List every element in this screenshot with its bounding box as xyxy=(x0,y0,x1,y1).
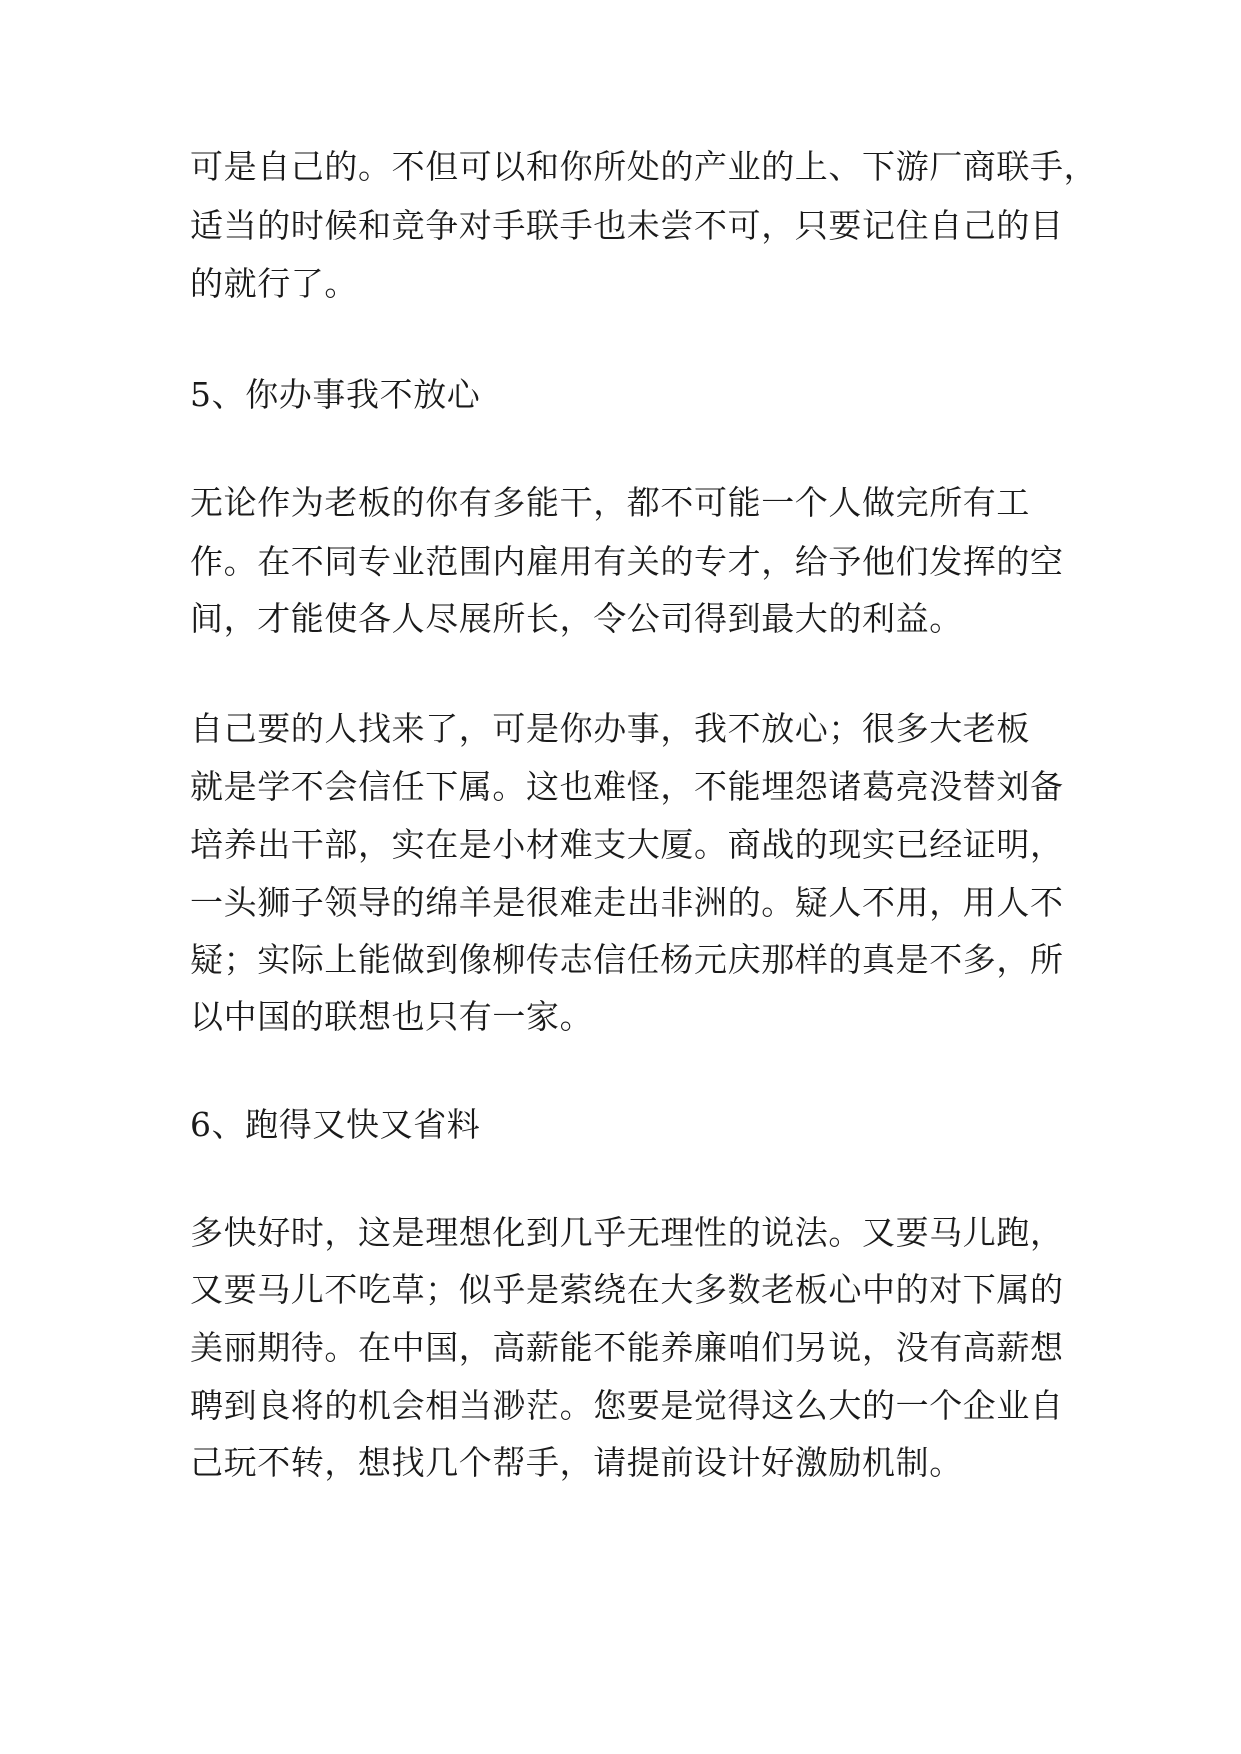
paragraph-line: 自己要的人找来了，可是你办事，我不放心；很多大老板 xyxy=(190,709,1030,748)
section-heading: 5、你办事我不放心 xyxy=(190,375,481,414)
paragraph-line: 己玩不转，想找几个帮手，请提前设计好激励机制。 xyxy=(190,1443,963,1482)
paragraph-line: 聘到良将的机会相当渺茫。您要是觉得这么大的一个企业自 xyxy=(190,1386,1064,1425)
paragraph-line: 又要马儿不吃草；似乎是萦绕在大多数老板心中的对下属的 xyxy=(190,1270,1064,1309)
paragraph-line: 美丽期待。在中国，高薪能不能养廉咱们另说，没有高薪想 xyxy=(190,1328,1064,1367)
paragraph-line: 的就行了。 xyxy=(190,264,358,303)
paragraph-line: 间，才能使各人尽展所长，令公司得到最大的利益。 xyxy=(190,599,963,638)
paragraph-line: 培养出干部，实在是小材难支大厦。商战的现实已经证明， xyxy=(190,825,1064,864)
paragraph-line: 以中国的联想也只有一家。 xyxy=(190,997,594,1036)
paragraph-line: 适当的时候和竞争对手联手也未尝不可，只要记住自己的目 xyxy=(190,206,1064,245)
section-heading: 6、跑得又快又省料 xyxy=(190,1105,481,1144)
paragraph-line: 可是自己的。不但可以和你所处的产业的上、下游厂商联手， xyxy=(190,147,1098,186)
paragraph-line: 无论作为老板的你有多能干，都不可能一个人做完所有工 xyxy=(190,483,1030,522)
paragraph-line: 多快好时，这是理想化到几乎无理性的说法。又要马儿跑， xyxy=(190,1213,1064,1252)
paragraph-line: 作。在不同专业范围内雇用有关的专才，给予他们发挥的空 xyxy=(190,542,1064,581)
paragraph-line: 就是学不会信任下属。这也难怪，不能埋怨诸葛亮没替刘备 xyxy=(190,767,1064,806)
paragraph-line: 疑；实际上能做到像柳传志信任杨元庆那样的真是不多，所 xyxy=(190,940,1064,979)
paragraph-line: 一头狮子领导的绵羊是很难走出非洲的。疑人不用，用人不 xyxy=(190,883,1064,922)
